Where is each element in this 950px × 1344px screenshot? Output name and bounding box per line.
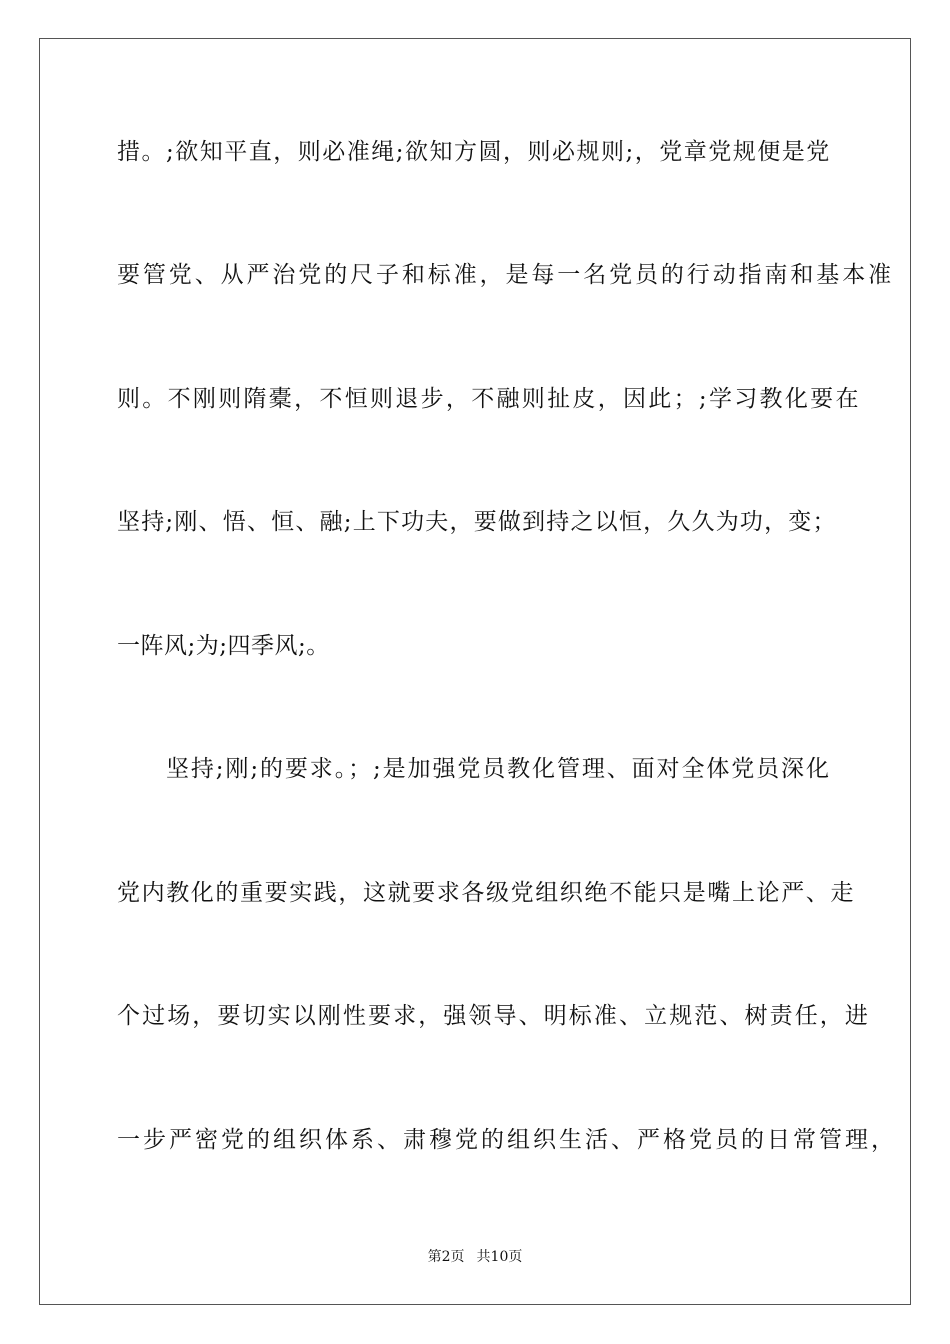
body-line-4: 坚持;刚、悟、恒、融;上下功夫，要做到持之以恒，久久为功，变； (117, 509, 837, 535)
page-footer (0, 1248, 950, 1266)
body-line-1: 措。;欲知平直，则必准绳;欲知方圆，则必规则;，党章党规便是党 (117, 139, 831, 165)
body-line-8: 个过场，要切实以刚性要求，强领导、明标准、立规范、树责任，进 (117, 1003, 870, 1029)
body-line-9: 一步严密党的组织体系、肃穆党的组织生活、严格党员的日常管理， (117, 1127, 897, 1153)
page-number-current: 第2页 (427, 1249, 465, 1265)
body-line-3: 则。不刚则隋橐，不恒则退步，不融则扯皮，因此；;学习教化要在 (117, 386, 861, 412)
body-line-7: 党内教化的重要实践，这就要求各级党组织绝不能只是嘴上论严、走 (117, 880, 855, 906)
body-line-6-paragraph-start: 坚持;刚;的要求。；;是加强党员教化管理、面对全体党员深化 (166, 756, 831, 782)
page-border (39, 38, 911, 1305)
body-line-5: 一阵风;为;四季风;。 (117, 633, 330, 659)
body-line-2: 要管党、从严治党的尺子和标准，是每一名党员的行动指南和基本准 (117, 262, 894, 288)
page-number-total: 共10页 (476, 1249, 523, 1265)
